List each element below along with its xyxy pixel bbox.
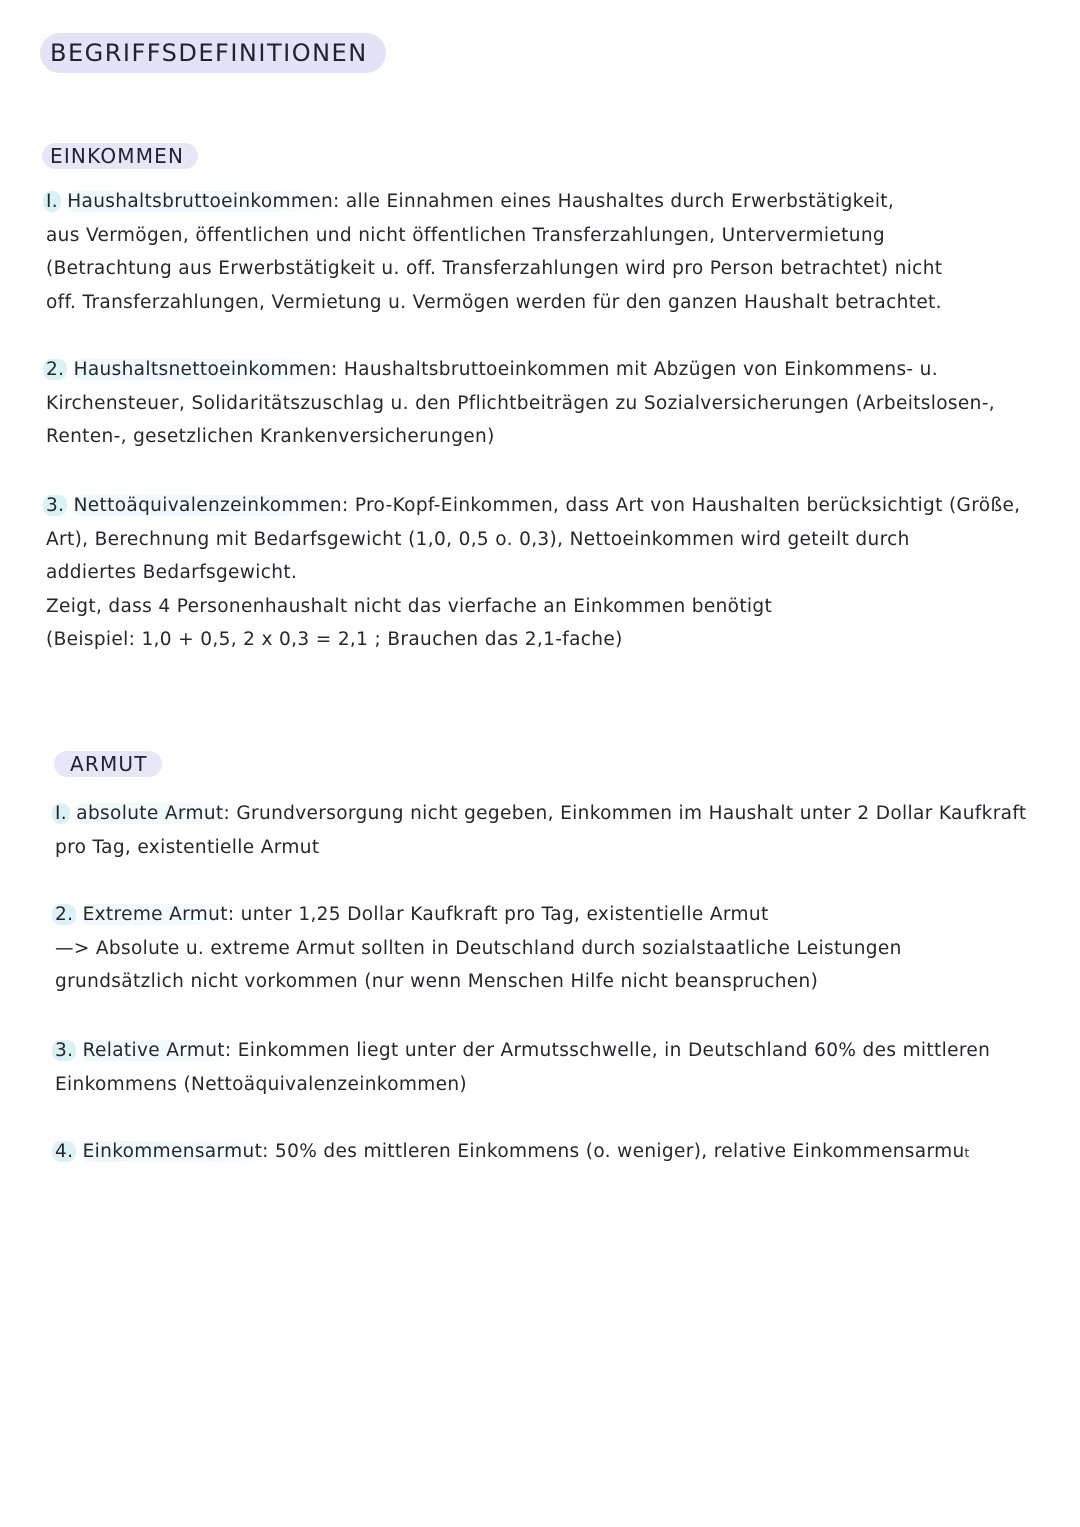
- definition-text-tail: t: [964, 1146, 970, 1160]
- item-number: 3.: [52, 1040, 76, 1061]
- section-title-einkommen: EINKOMMEN: [42, 143, 198, 169]
- definition-line: —> Absolute u. extreme Armut sollten in Deutschland durch sozialstaatliche Leistungen: [55, 937, 902, 959]
- definition-line: (Beispiel: 1,0 + 0,5, 2 x 0,3 = 2,1 ; Brauchen das 2,1-fache): [46, 629, 623, 651]
- definition-haushaltsnettoeinkommen: [46, 353, 995, 454]
- definition-line: (Betrachtung aus Erwerbstätigkeit u. off. Transferzahlungen wird pro Person betrachtet) nicht: [46, 258, 943, 280]
- definition-text: unter 1,25 Dollar Kaufkraft pro Tag, existentielle Armut: [240, 904, 769, 925]
- item-number: 3.: [43, 495, 67, 516]
- definition-line: pro Tag, existentielle Armut: [55, 836, 320, 858]
- definition-line: [55, 898, 902, 932]
- item-number: I.: [43, 191, 61, 212]
- definition-term: Relative Armut:: [82, 1040, 232, 1061]
- item-number: 2.: [43, 359, 67, 380]
- definition-line: [46, 353, 995, 387]
- item-number: 2.: [52, 904, 76, 925]
- definition-line: [55, 1135, 970, 1169]
- definition-line: Zeigt, dass 4 Personenhaushalt nicht das vierfache an Einkommen benötigt: [46, 595, 773, 617]
- definition-line: Renten-, gesetzlichen Krankenversicherungen): [46, 426, 495, 448]
- definition-haushaltsbruttoeinkommen: [46, 185, 942, 319]
- definition-relative-armut: [55, 1034, 990, 1101]
- definition-nettoaequivalenzeinkommen: [46, 489, 1020, 657]
- definition-line: off. Transferzahlungen, Vermietung u. Vermögen werden für den ganzen Haushalt betrachtet.: [46, 291, 942, 313]
- definition-text: alle Einnahmen eines Haushaltes durch Erwerbstätigkeit,: [345, 191, 895, 212]
- definition-extreme-armut: [55, 898, 902, 999]
- definition-term: absolute Armut:: [76, 803, 231, 824]
- definition-text: Pro-Kopf-Einkommen, dass Art von Haushalten berücksichtigt (Größe,: [354, 495, 1021, 516]
- definition-line: [55, 1034, 990, 1068]
- section-title-armut: ARMUT: [54, 751, 162, 777]
- definition-line: addiertes Bedarfsgewicht.: [46, 562, 298, 584]
- definition-line: aus Vermögen, öffentlichen und nicht öffentlichen Transferzahlungen, Untervermietung: [46, 224, 885, 246]
- definition-line: [55, 797, 1027, 831]
- definition-term: Einkommensarmut:: [82, 1141, 269, 1162]
- definition-line: Kirchensteuer, Solidaritätszuschlag u. den Pflichtbeiträgen zu Sozialversicherungen (Arbeitslosen-,: [46, 392, 995, 414]
- definition-text: Grundversorgung nicht gegeben, Einkommen im Haushalt unter 2 Dollar Kaufkraft: [236, 803, 1027, 824]
- definition-text: 50% des mittleren Einkommens (o. weniger), relative Einkommensarmu: [275, 1141, 965, 1162]
- definition-line: grundsätzlich nicht vorkommen (nur wenn Menschen Hilfe nicht beanspruchen): [55, 971, 819, 993]
- definition-line: Art), Berechnung mit Bedarfsgewicht (1,0, 0,5 o. 0,3), Nettoeinkommen wird geteilt durch: [46, 528, 910, 550]
- definition-line: [46, 185, 942, 219]
- definition-line: [46, 489, 1020, 523]
- item-number: 4.: [52, 1141, 76, 1162]
- definition-term: Extreme Armut:: [82, 904, 235, 925]
- definition-term: Haushaltsnettoeinkommen:: [73, 359, 338, 380]
- definition-absolute-armut: [55, 797, 1027, 864]
- definition-einkommensarmut: [55, 1135, 970, 1169]
- definition-text: Einkommen liegt unter der Armutsschwelle, in Deutschland 60% des mittleren: [237, 1040, 991, 1061]
- definition-term: Haushaltsbruttoeinkommen:: [67, 191, 340, 212]
- page-title: BEGRIFFSDEFINITIONEN: [40, 33, 386, 73]
- definition-term: Nettoäquivalenzeinkommen:: [73, 495, 349, 516]
- item-number: I.: [52, 803, 70, 824]
- definition-line: Einkommens (Nettoäquivalenzeinkommen): [55, 1073, 467, 1095]
- definition-text: Haushaltsbruttoeinkommen mit Abzügen von Einkommens- u.: [343, 359, 938, 380]
